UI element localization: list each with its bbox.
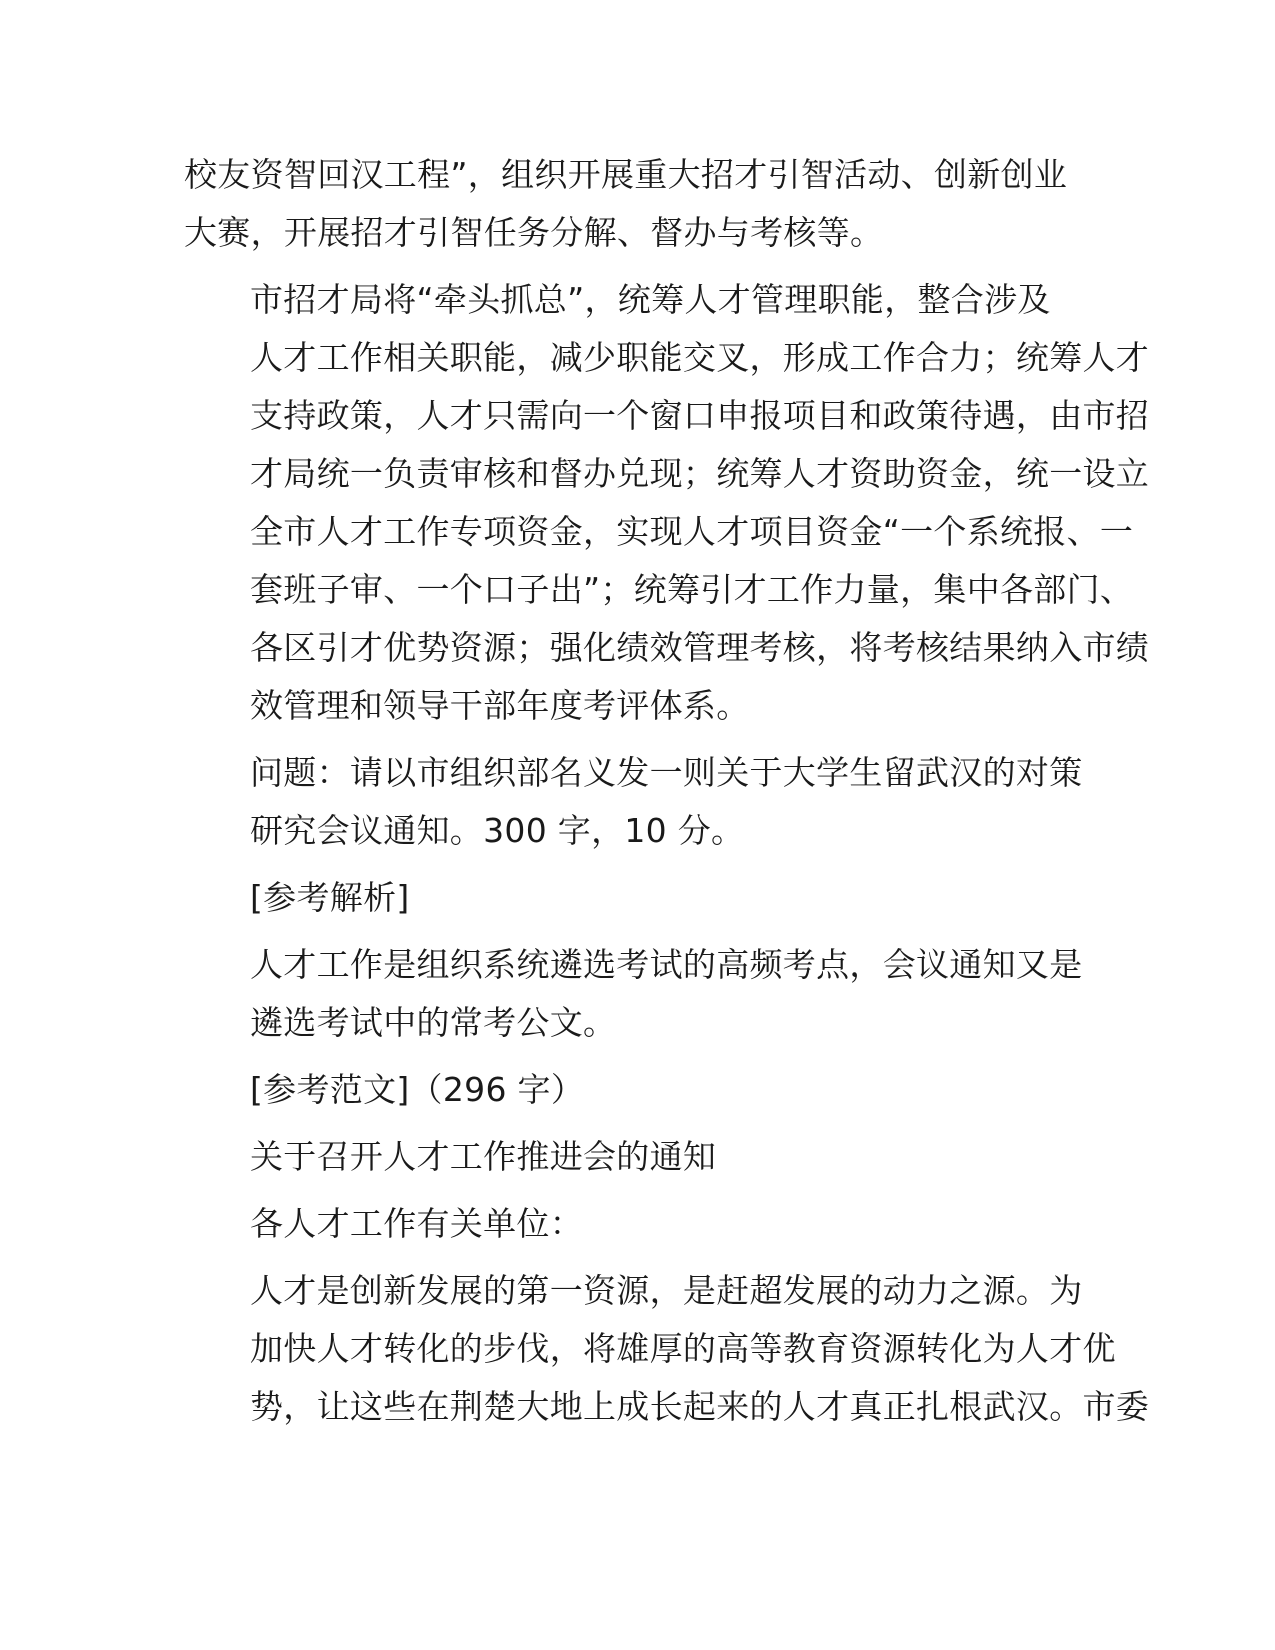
text-line: 势，让这些在荆楚大地上成长起来的人才真正扎根武汉。市委 — [250, 1387, 1150, 1426]
text-line: 各区引才优势资源；强化绩效管理考核，将考核结果纳入市绩 — [250, 628, 1150, 667]
text-line: 人才工作是组织系统遴选考试的高频考点，会议通知又是 — [250, 945, 1083, 984]
paragraph-question — [184, 744, 1084, 860]
text-line: 人才工作相关职能，减少职能交叉，形成工作合力；统筹人才 — [250, 338, 1150, 377]
text-line: 才局统一负责审核和督办兑现；统筹人才资助资金，统一设立 — [250, 454, 1150, 493]
text-line: [参考解析] — [250, 878, 410, 917]
text-line: [参考范文]（296 字） — [250, 1070, 585, 1109]
text-line: 人才是创新发展的第一资源，是赶超发展的动力之源。为 — [250, 1271, 1083, 1310]
text-line: 关于召开人才工作推进会的通知 — [250, 1137, 717, 1176]
text-line: 大赛，开展招才引智任务分解、督办与考核等。 — [184, 213, 884, 252]
notice-salutation — [184, 1195, 1084, 1253]
document-body — [184, 146, 1150, 1445]
text-line: 套班子审、一个口子出”；统筹引才工作力量，集中各部门、 — [250, 570, 1134, 609]
text-line: 研究会议通知。300 字，10 分。 — [250, 811, 745, 850]
heading-reference-analysis — [184, 869, 1084, 927]
text-line: 问题：请以市组织部名义发一则关于大学生留武汉的对策 — [250, 753, 1083, 792]
text-line: 市招才局将“牵头抓总”，统筹人才管理职能，整合涉及 — [250, 280, 1051, 319]
text-line: 遴选考试中的常考公文。 — [250, 1003, 617, 1042]
paragraph-recruitment-bureau — [184, 271, 1150, 735]
text-line: 各人才工作有关单位： — [250, 1204, 583, 1243]
heading-reference-sample — [184, 1061, 1084, 1119]
text-line: 效管理和领导干部年度考评体系。 — [250, 686, 750, 725]
text-line: 加快人才转化的步伐，将雄厚的高等教育资源转化为人才优 — [250, 1329, 1116, 1368]
text-line: 支持政策，人才只需向一个窗口申报项目和政策待遇，由市招 — [250, 396, 1150, 435]
paragraph-analysis — [184, 936, 1084, 1052]
notice-title — [184, 1128, 1084, 1186]
text-line: 校友资智回汉工程”，组织开展重大招才引智活动、创新创业 — [184, 155, 1068, 194]
paragraph-talent-project-continuation — [184, 146, 1084, 262]
notice-body-paragraph — [184, 1262, 1150, 1436]
text-line: 全市人才工作专项资金，实现人才项目资金“一个系统报、一 — [250, 512, 1134, 551]
